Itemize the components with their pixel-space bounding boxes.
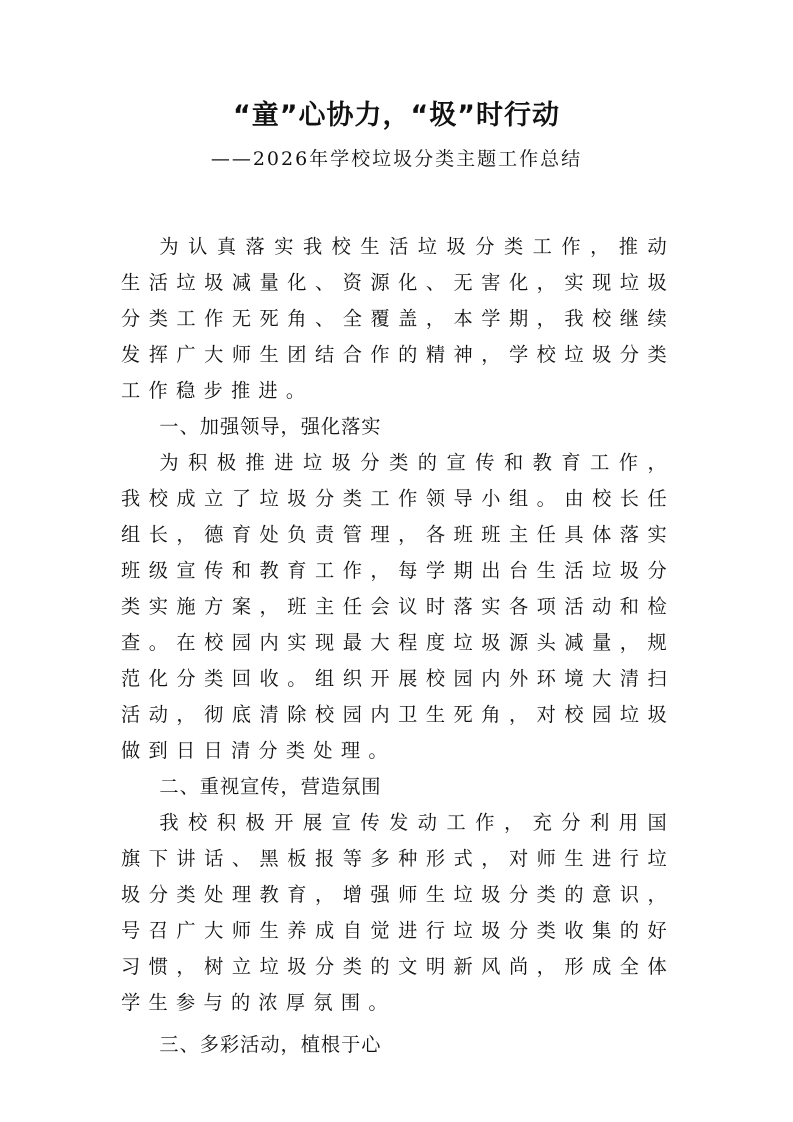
section-heading-2: 二、重视宣传，营造氛围	[159, 775, 382, 798]
document-title: “童”心协力，“圾”时行动	[233, 100, 560, 131]
document-subtitle: ——2026年学校垃圾分类主题工作总结	[210, 148, 583, 170]
section-2-paragraph: 我校积极开展宣传发动工作，充分利用国旗下讲话、黑板报等多种形式，对师生进行垃圾分类处理教育，增强师生垃圾分类的意识，号召广大师生养成自觉进行垃圾分类收集的好习惯，树立垃圾分类的文明新风尚，形成全体学生参与的浓厚氛围。	[121, 811, 675, 1014]
section-1-paragraph: 为积极推进垃圾分类的宣传和教育工作，我校成立了垃圾分类工作领导小组。由校长任组长，德育处负责管理，各班班主任具体落实班级宣传和教育工作，每学期出台生活垃圾分类实施方案，班主任会议时落实各项活动和检查。在校园内实现最大程度垃圾源头减量，规范化分类回收。组织开展校园内外环境大清扫活动，彻底清除校园内卫生死角，对校园垃圾做到日日清分类处理。	[121, 451, 675, 762]
section-heading-1: 一、加强领导，强化落实	[159, 415, 382, 438]
section-heading-3: 三、多彩活动，植根于心	[159, 1033, 382, 1056]
intro-paragraph: 为认真落实我校生活垃圾分类工作，推动生活垃圾减量化、资源化、无害化，实现垃圾分类工作无死角、全覆盖，本学期，我校继续发挥广大师生团结合作的精神，学校垃圾分类工作稳步推进。	[121, 235, 675, 402]
document-body	[121, 229, 675, 1063]
